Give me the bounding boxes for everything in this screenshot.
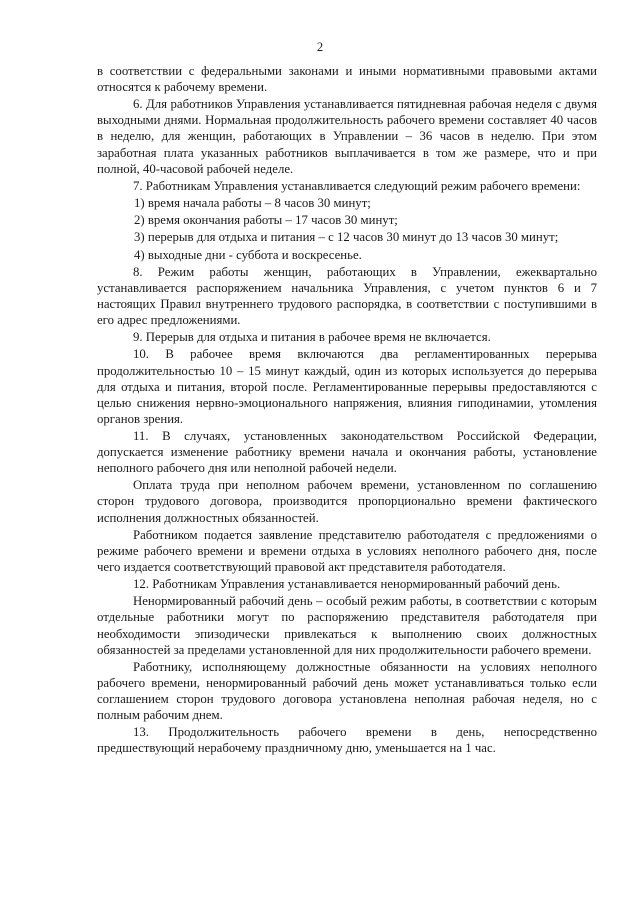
paragraph-item-10: 10. В рабочее время включаются два регламентированных перерыва продолжительностью 10 – 15 минут каждый, один из которых используется до перерыва для отдыха и питания, второй после. Регламентированные перерывы предоставляются с целью снижения нервно-эмоционального напряжения, влияния гиподинамии, утомления органов зрения. [97,347,597,426]
paragraph-item-11: 11. В случаях, установленных законодательством Российской Федерации, допускается изменение работнику времени начала и окончания работы, установление неполного рабочего дня или неполной рабочей недели. [97,429,597,476]
paragraph-item-9: 9. Перерыв для отдыха и питания в рабочее время не включается. [133,330,491,345]
paragraph-item-13: 13. Продолжительность рабочего времени в день, непосредственно предшествующий нерабочему праздничному дню, уменьшается на 1 час. [97,725,597,756]
paragraph-item-8: 8. Режим работы женщин, работающих в Управлении, ежеквартально устанавливается распоряжением начальника Управления, с учетом пунктов 6 и 7 настоящих Правил внутреннего трудового распорядка, в соответствии с поступившими в его адрес предложениями. [97,264,597,328]
document-body [97,63,597,758]
paragraph-item-12: 12. Работникам Управления устанавливается ненормированный рабочий день. [133,577,561,592]
list-item-lunch-break: 3) перерыв для отдыха и питания – с 12 часов 30 минут до 13 часов 30 минут; [134,230,559,245]
paragraph-part-time-pay: Оплата труда при неполном рабочем времени, установленном по соглашению сторон трудового договора, производится пропорционально времени фактического исполнения должностных обязанностей. [97,478,597,525]
list-item-work-start: 1) время начала работы – 8 часов 30 минут; [134,196,371,211]
paragraph-item-6: 6. Для работников Управления устанавливается пятидневная рабочая неделя с двумя выходными днями. Нормальная продолжительность рабочего времени составляет 40 часов в неделю, для женщин, работающих в Управлении – 36 часов в неделю. При этом заработная плата указанных работников выплачивается в том же размере, что и при полной, 40-часовой рабочей неделе. [97,97,597,176]
page-number: 2 [316,40,324,54]
paragraph-item-7: 7. Работникам Управления устанавливается следующий режим рабочего времени: [133,178,581,193]
paragraph-irregular-day: Ненормированный рабочий день – особый режим работы, в соответствии с которым отдельные работники могут по распоряжению представителя работодателя при необходимости эпизодически привлекаться к выполнению своих должностных обязанностей за пределами установленной для них продолжительности рабочего времени. [97,594,597,657]
paragraph-irregular-part-time: Работнику, исполняющему должностные обязанности на условиях неполного рабочего времени, ненормированный рабочий день может устанавливаться только если соглашением сторон трудового договора установлена неполная рабочая неделя, но с полным рабочим днем. [97,659,597,723]
list-item-work-end: 2) время окончания работы – 17 часов 30 минут; [134,213,398,228]
paragraph-application: Работником подается заявление представителю работодателя с предложениями о режиме рабочего времени и времени отдыха в условиях неполного рабочего дня, после чего издается соответствующий правовой акт представителя работодателя. [97,527,597,574]
list-item-days-off: 4) выходные дни - суббота и воскресенье. [134,247,362,262]
paragraph-continuation: в соответствии с федеральными законами и иными нормативными правовыми актами относятся к рабочему времени. [97,64,597,95]
